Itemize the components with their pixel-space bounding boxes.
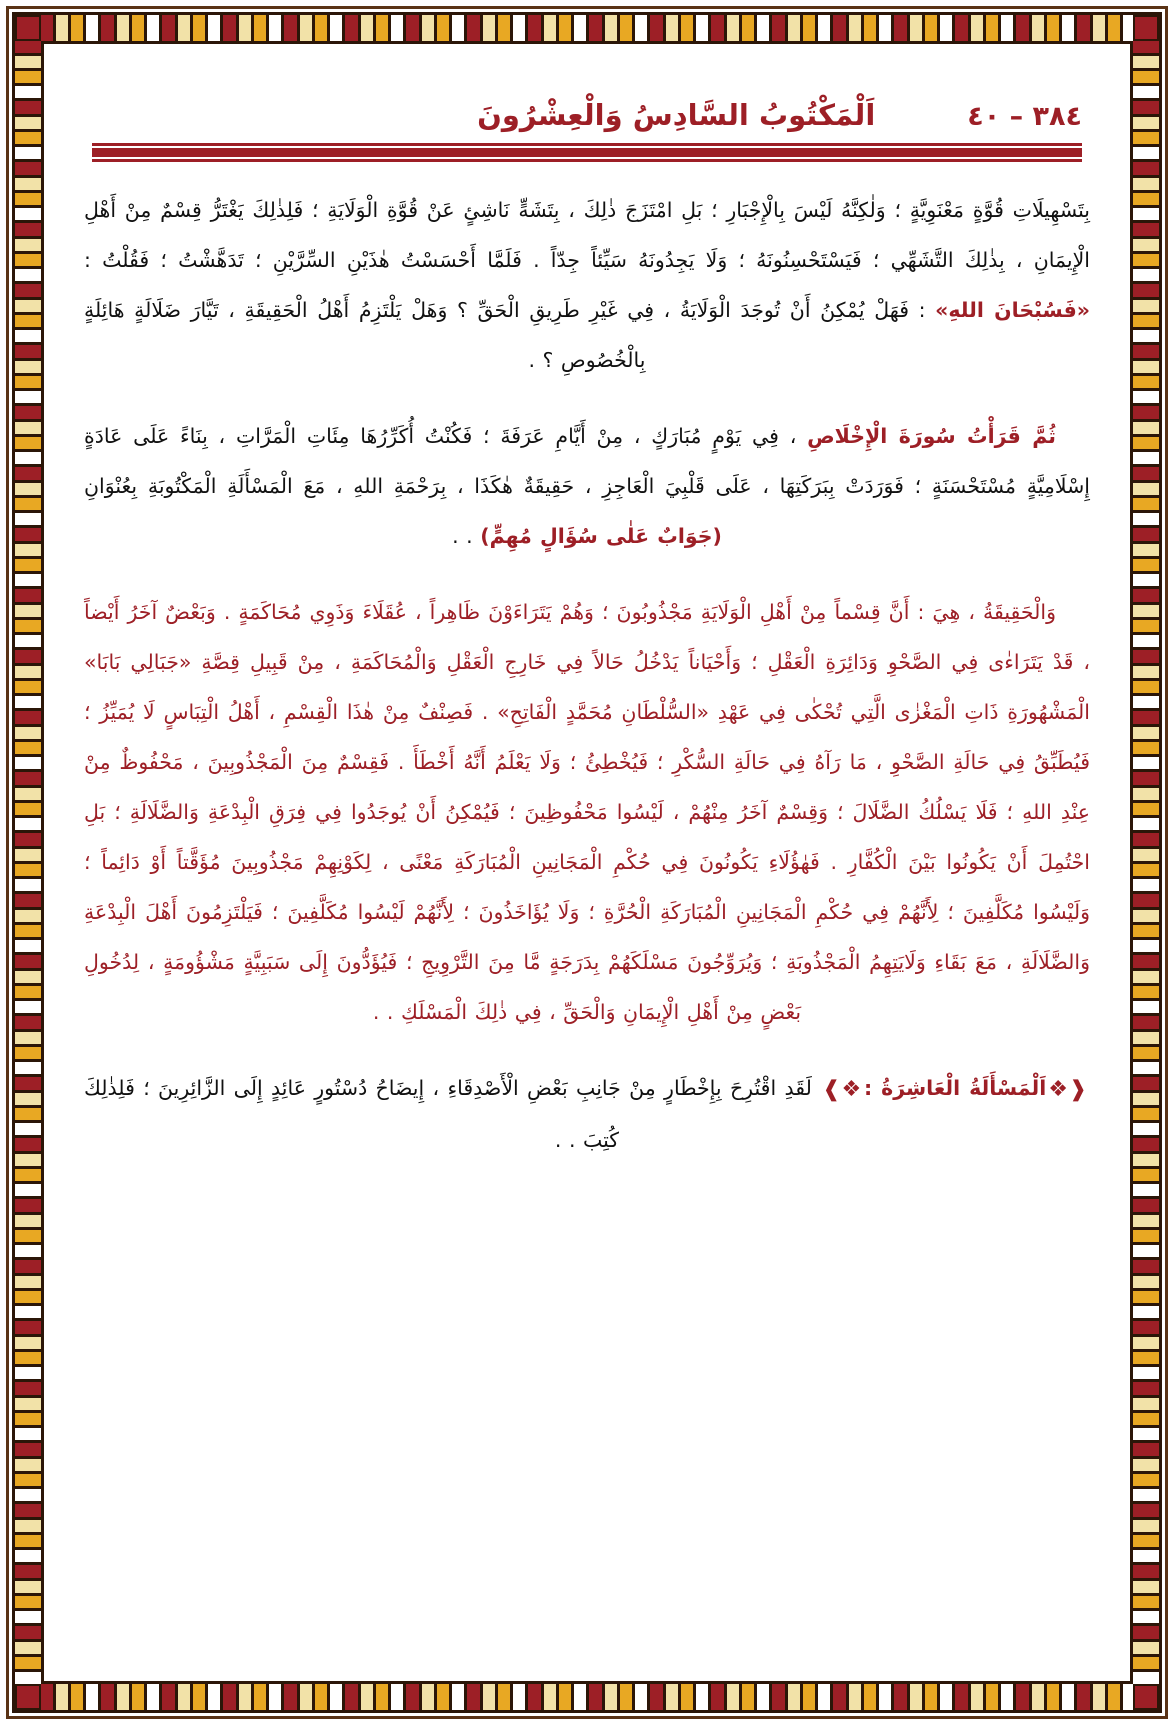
paragraph-1-quote-subhanallah: «فَسُبْحَانَ اللهِ» [935,298,1090,322]
body-text [70,185,1104,1165]
paragraph-1-segment-a: بِتَسْهِيلَاتِ قُوَّةٍ مَعْنَوِيَّةٍ ؛ وَلٰكِنَّهُ لَيْسَ بِالْإِجْبَارِ ؛ بَلِ امْتَزَجَ ذٰلِكَ ، بِتَشَهٍّ نَاشِئٍ عَنْ قُوَّةِ الْوَلَايَةِ ؛ فَلِذٰلِكَ يَغْتَرُّ قِسْمٌ مِنْ أَهْلِ الْإِيمَانِ ، بِذٰلِكَ التَّشَهِّي ؛ فَيَسْتَحْسِنُونَهُ ؛ وَلَا يَجِدُونَهُ سَيِّئاً جِدّاً . فَلَمَّا أَحْسَسْتُ هٰذَيْنِ السِّرَّيْنِ ؛ تَدَهَّشْتُ ؛ فَقُلْتُ : [84,198,1090,272]
paragraph-4-text: لَقَدِ اقْتُرِحَ بِإِخْطَارٍ مِنْ جَانِبِ بَعْضِ الْأَصْدِقَاءِ ، إِيضَاحُ دُسْتُورٍ عَائِدٍ إِلَى الزَّائِرِينَ ؛ فَلِذٰلِكَ كُتِبَ . . [84,1076,821,1152]
knotwork-band-bottom [40,1684,1134,1710]
knotwork-corner-top-right [1133,15,1159,41]
border-rule-left-inner [41,12,44,1713]
page-number: ٣٨٤ – ٤٠ [967,101,1082,132]
knotwork-corner-bottom-left [15,1684,41,1710]
page-content [52,52,1122,1673]
paragraph-2-lead-surah-ikhlas: ثُمَّ قَرَأْتُ سُورَةَ الْإِخْلَاصِ [807,424,1056,448]
border-rule-top-inner [12,41,1162,44]
ornament-diamond-right-icon: ❰❖ [1048,1077,1088,1102]
knotwork-corner-bottom-right [1133,1684,1159,1710]
knotwork-corner-top-left [15,15,41,41]
paragraph-4-heading-tenth-question: اَلْمَسْأَلَةُ الْعَاشِرَةُ : [863,1076,1047,1100]
chapter-title: اَلْمَكْتُوبُ السَّادِسُ وَالْعِشْرُونَ [477,98,876,132]
paragraph-2 [84,411,1090,561]
paragraph-1 [84,185,1090,385]
ornament-diamond-left-icon: ❖❱ [822,1077,862,1102]
knotwork-band-left [15,40,41,1685]
paragraph-2-red-title: (جَوَابٌ عَلٰى سُؤَالٍ مُهِمٍّ) [480,524,722,548]
paragraph-1-segment-b: : فَهَلْ يُمْكِنُ أَنْ تُوجَدَ الْوَلَايَةُ ، فِي غَيْرِ طَرِيقِ الْحَقِّ ؟ وَهَلْ يَلْتَزِمُ أَهْلُ الْحَقِيقَةِ ، تَيَّارَ ضَلَالَةٍ هَائِلَةٍ بِالْخُصُوصِ ؟ . [84,298,936,372]
paragraph-2-segment-b: . . [452,524,481,548]
paragraph-4 [84,1063,1090,1165]
title-divider-rule [92,146,1082,159]
knotwork-band-top [40,15,1134,41]
paragraph-3: وَالْحَقِيقَةُ ، هِيَ : أَنَّ قِسْماً مِنْ أَهْلِ الْوَلَايَةِ مَجْذُوبُونَ ؛ وَهُمْ يَتَرَاءَوْنَ ظَاهِراً ، عُقَلَاءَ وَذَوِي مُحَاكَمَةٍ . وَبَعْضٌ آخَرُ أَيْضاً ، قَدْ يَتَرَاءٰى فِي الصَّحْوِ وَدَائِرَةِ الْعَقْلِ ؛ وَأَحْيَاناً يَدْخُلُ حَالاً فِي خَارِجِ الْعَقْلِ وَالْمُحَاكَمَةِ ، مِنْ قَبِيلِ قِصَّةِ «جَبَالِي بَابَا» الْمَشْهُورَةِ ذَاتِ الْمَغْزٰى الَّتِي تُحْكٰى فِي عَهْدِ «السُّلْطَانِ مُحَمَّدٍ الْفَاتِحِ» . فَصِنْفٌ مِنْ هٰذَا الْقِسْمِ ، أَهْلُ الْتِبَاسٍ لَا يُمَيِّزُ ؛ فَيُطَبِّقُ فِي حَالَةِ الصَّحْوِ ، مَا رَآهُ فِي حَالَةِ السُّكْرِ ؛ فَيُخْطِئُ ؛ وَلَا يَعْلَمُ أَنَّهُ أَخْطَأَ . فَقِسْمٌ مِنَ الْمَجْذُوبِينَ ، مَحْفُوظٌ مِنْ عِنْدِ اللهِ ؛ فَلَا يَسْلُكُ الضَّلَالَ ؛ وَقِسْمٌ آخَرُ مِنْهُمْ ، لَيْسُوا مَحْفُوظِينَ ؛ فَيُمْكِنُ أَنْ يُوجَدُوا فِي فِرَقِ الْبِدْعَةِ وَالضَّلَالَةِ ؛ بَلِ احْتُمِلَ أَنْ يَكُونُوا بَيْنَ الْكُفَّارِ . فَهٰؤُلَاءِ يَكُونُونَ فِي حُكْمِ الْمَجَانِينِ الْمُبَارَكَةِ مَعْنًى ، لِكَوْنِهِمْ مَجْذُوبِينَ مُؤَقَّتاً أَوْ دَائِماً ؛ وَلَيْسُوا مُكَلَّفِينَ ؛ لِأَنَّهُمْ فِي حُكْمِ الْمَجَانِينِ الْمُبَارَكَةِ الْحُرَّةِ ؛ وَلَا يُؤَاخَذُونَ ؛ لِأَنَّهُمْ لَيْسُوا مُكَلَّفِينَ ؛ فَيَلْتَزِمُونَ أَهْلَ الْبِدْعَةِ وَالضَّلَالَةِ ، مَعَ بَقَاءِ وَلَايَتِهِمُ الْمَجْذُوبَةِ ؛ وَيُرَوِّجُونَ مَسْلَكَهُمْ بِدَرَجَةٍ مَّا مِنَ التَّرْوِيجِ ؛ فَيُؤَدُّونَ إِلَى سَبَبِيَّةٍ مَشْؤُومَةٍ ، لِدُخُولِ بَعْضٍ مِنْ أَهْلِ الْإِيمَانِ وَالْحَقِّ ، فِي ذٰلِكَ الْمَسْلَكِ . . [84,600,1090,1024]
paragraph-2-segment-a: ، فِي يَوْمٍ مُبَارَكٍ ، مِنْ أَيَّامِ عَرَفَةَ ؛ فَكُنْتُ أُكَرِّرُهَا مِئَاتِ الْمَرَّاتِ ، بِنَاءً عَلَى عَادَةٍ إِسْلَامِيَّةٍ مُسْتَحْسَنَةٍ ؛ فَوَرَدَتْ بِبَرَكَتِهَا ، عَلَى قَلْبِيَ الْعَاجِزِ ، حَقِيقَةٌ هٰكَذَا ، بِرَحْمَةِ اللهِ ، مَعَ الْمَسْأَلَةِ الْمَكْتُوبَةِ بِعُنْوَانِ [84,424,1090,498]
border-rule-right-outer [1159,12,1162,1713]
knotwork-band-right [1133,40,1159,1685]
page-header [70,98,1104,132]
border-rule-bottom-outer [12,1710,1162,1713]
